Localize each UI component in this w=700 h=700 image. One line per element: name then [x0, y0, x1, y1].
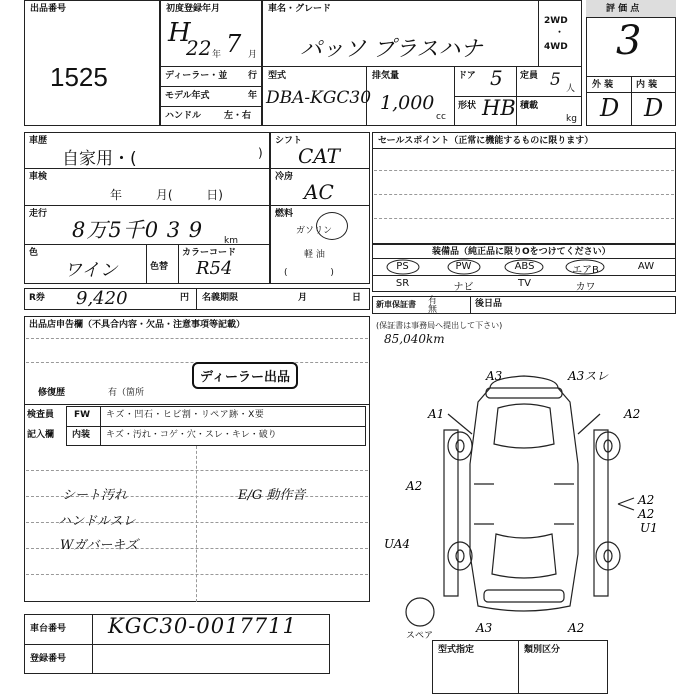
interior-value: D — [644, 94, 664, 122]
shift-value: CAT — [298, 144, 340, 168]
interior-note-value: キズ・汚れ・コゲ・穴・スレ・キレ・破り — [106, 430, 277, 440]
equip-tv: TV — [518, 278, 531, 289]
capacity-value: 5 — [550, 70, 561, 90]
history-box — [24, 132, 270, 284]
mark-rear-a2: A2 — [568, 621, 585, 635]
dealer-parallel-row: 行 — [248, 71, 258, 81]
inspection-label: 車検 — [29, 172, 48, 182]
warranty-box — [372, 296, 676, 314]
mark-front-a3: A3 — [486, 369, 503, 383]
year-unit: 年 — [212, 50, 222, 60]
lot-number: 1525 — [50, 62, 108, 92]
mark-left-a1: A1 — [428, 407, 445, 421]
fuel-gasoline: ガソリン — [296, 226, 333, 236]
equip-airbag: エアB — [572, 265, 599, 276]
history-close: ) — [258, 146, 263, 160]
note-2: ハンドルスレ — [58, 514, 136, 529]
fw-label: FW — [74, 410, 91, 420]
shift-label: シフト — [275, 136, 303, 146]
entry-label: 記入欄 — [27, 430, 55, 440]
doors-label: ドア — [458, 71, 476, 81]
history-label: 車歴 — [29, 136, 48, 146]
shape-label: 形状 — [458, 101, 477, 111]
recycle-label: R券 — [29, 293, 45, 303]
class-label: 類別区分 — [524, 645, 561, 655]
mark-right-a2-lower: A2 — [638, 507, 655, 521]
reg-label: 登録番号 — [30, 654, 67, 664]
note-3: Wガバーキズ — [60, 538, 139, 553]
mark-front-a3-scratch: A3スレ — [568, 369, 609, 383]
chassis-label: 車台番号 — [30, 624, 67, 634]
handle-value: 左・右 — [224, 111, 252, 121]
dealer-stamp: ディーラー出品 — [192, 362, 298, 389]
grade-label: 評 価 点 — [606, 4, 640, 14]
model-year-unit: 年 — [248, 91, 258, 101]
fuel-paren: ( ) — [284, 268, 334, 278]
warranty-note: (保証書は事務局へ提出して下さい) — [376, 321, 503, 330]
odometer-note: 85,040km — [384, 332, 445, 346]
equipment-circles — [372, 258, 676, 292]
color-code-label: カラーコード — [182, 248, 237, 258]
model-year-label: モデル年式 — [165, 91, 210, 101]
mileage-label: 走行 — [29, 209, 48, 219]
first-reg-label: 初度登録年月 — [166, 4, 221, 14]
mark-right-a2-mid: A2 — [638, 493, 655, 507]
warranty-yes: 有 — [428, 296, 438, 306]
capacity-label: 定員 — [520, 71, 539, 81]
mark-left-a2: A2 — [406, 479, 423, 493]
ac-label: 冷房 — [275, 172, 294, 182]
inspection-value: 年 月( 日) — [110, 188, 223, 202]
term-label: 名義期限 — [202, 293, 239, 303]
term-month: 月 — [298, 293, 308, 303]
spare-label: スペア — [406, 631, 434, 641]
color-code-value: R54 — [196, 258, 233, 279]
equip-aw: AW — [637, 261, 655, 272]
model-label: 型式 — [268, 71, 287, 81]
capacity-unit: 人 — [566, 84, 576, 94]
repair-label: 修復歴 — [38, 388, 66, 398]
fuel-label: 燃料 — [275, 209, 294, 219]
fuel-gasoline-circle — [316, 212, 348, 240]
color-label: 色 — [29, 248, 39, 258]
first-reg-era: H — [168, 18, 191, 48]
inspector-label: 検査員 — [27, 410, 55, 420]
mark-left-ua4: UA4 — [384, 537, 411, 551]
displacement-value: 1,000 — [380, 92, 435, 114]
drive-4wd: 4WD — [544, 42, 568, 52]
shape-value: HB — [482, 96, 516, 120]
equip-abs: ABS — [514, 261, 535, 272]
equip-navi: ナビ — [453, 282, 474, 293]
exterior-value: D — [600, 94, 620, 122]
load-label: 積載 — [520, 101, 539, 111]
repair-value: 有（箇所 — [108, 388, 145, 398]
ac-value: AC — [304, 180, 334, 204]
note-4: E/G 動作音 — [238, 488, 306, 503]
recycle-unit: 円 — [180, 293, 190, 303]
grade-value: 3 — [616, 18, 642, 64]
displacement-unit: cc — [436, 112, 446, 122]
mileage-value: 8万5千0 3 9 — [72, 218, 204, 242]
recycle-value: 9,420 — [76, 288, 128, 309]
equip-sr: SR — [395, 278, 410, 289]
exterior-label: 外 装 — [592, 80, 614, 90]
fw-value: キズ・凹石・ヒビ割・リペア跡・X要 — [106, 410, 265, 420]
history-value: 自家用・( — [62, 149, 137, 169]
displacement-label: 排気量 — [372, 71, 400, 81]
lot-label: 出品番号 — [30, 4, 67, 14]
dealer-parallel-label: ディーラー・並 — [165, 71, 228, 81]
doors-value: 5 — [490, 66, 503, 90]
type-designation-label: 型式指定 — [438, 645, 475, 655]
equipment-title: 装備品（純正品に限りOをつけてください） — [432, 247, 611, 257]
fuel-light-oil: 軽 油 — [304, 250, 325, 260]
mileage-unit: km — [224, 236, 238, 246]
report-box — [24, 316, 370, 602]
equip-leather: カワ — [575, 282, 596, 293]
equip-ps: PS — [396, 261, 409, 272]
drive-2wd: 2WD — [544, 16, 568, 26]
carname-value: パッソ プラスハナ — [300, 37, 483, 62]
handle-label: ハンドル — [165, 111, 202, 121]
first-reg-year: 22 — [186, 36, 212, 60]
mark-rear-a3: A3 — [476, 621, 493, 635]
equip-pw: PW — [455, 261, 472, 272]
term-day: 日 — [352, 293, 362, 303]
interior-note-label: 内装 — [72, 430, 91, 440]
first-reg-month: 7 — [226, 30, 242, 58]
warranty-label: 新車保証書 — [376, 300, 416, 309]
report-title: 出品店申告欄（不具合内容・欠品・注意事項等記載） — [29, 320, 246, 330]
mark-right-a2-front: A2 — [624, 407, 641, 421]
model-value: DBA-KGC30 — [266, 88, 372, 108]
rear-seat-label: 後日品 — [475, 299, 503, 309]
carname-label: 車名・グレード — [268, 4, 332, 14]
interior-label: 内 装 — [636, 80, 658, 90]
month-unit: 月 — [248, 50, 258, 60]
car-damage-diagram — [372, 344, 676, 644]
load-unit: kg — [566, 114, 577, 124]
color-change-label: 色替 — [150, 262, 169, 272]
note-1: シート汚れ — [62, 488, 128, 503]
sales-point-title: セールスポイント（正常に機能するものに限ります） — [378, 136, 594, 146]
warranty-no: 無 — [428, 305, 438, 315]
mark-right-u1: U1 — [640, 521, 658, 535]
chassis-value: KGC30-0017711 — [108, 614, 297, 638]
color-value: ワイン — [64, 260, 118, 281]
drive-dot: ・ — [555, 28, 565, 38]
